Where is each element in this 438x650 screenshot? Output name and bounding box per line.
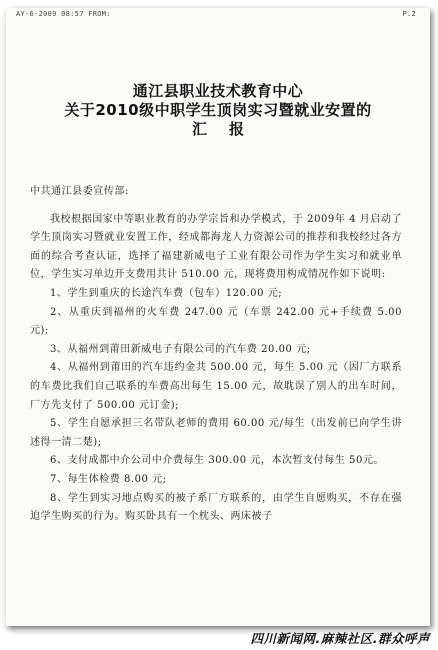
salutation: 中共通江县委宣传部: [30,186,129,197]
paragraph-item-6: 6、支付成都中介公司中介费每生 300.00 元，本次暂支付每生 50元。 [50,455,384,467]
paragraph-item-5: 5、学生自愿承担三名带队老师的费用 60.00 元/每生（出发前已向学生讲述得一清二楚); [30,418,402,448]
footer-caption: 四川新闻网.麻辣社区.群众呼声 [250,631,430,646]
fax-header-left: AY-6-2009 08:57 FROM: [16,10,111,18]
paragraph-item-2: 2、从重庆到福州的火车费 247.00 元（车票 242.00 元+手续费 5.00 元); [30,306,402,337]
title-line-3: 汇报 [191,120,266,138]
paragraph-item-3: 3、从福州到莆田新威电子有限公司的汽车费 20.00 元; [50,343,311,355]
document-body [30,183,402,527]
paragraph-intro: 我校根据国家中等职业教育的办学宗旨和办学模式，于 2009年 4 月启动了学生顶岗实习暨就业安置工作，经成都海龙人力资源公司的推荐和我校经过各方面的综合考查认证，选择了福建新威电子工业有限公司作为学生实习和就业单位，学生实习单边开支费用共计 510.00 元，现将费用构成情况作如下说明: [30,213,402,281]
paragraph-item-8: 8、学生到实习地点购买的被子系厂方联系的，由学生自愿购买，不存在强迫学生购买的行为。购买卧具有一个枕头、两床被子 [30,492,402,523]
fax-header-page-number: P.2 [402,10,416,18]
fax-header [16,10,416,18]
document-title [6,82,430,139]
title-line-1: 通江县职业技术教育中心 [132,82,304,100]
scanned-document-page [6,8,430,626]
paragraph-item-7: 7、每生体检费 8.00 元; [50,473,167,485]
paragraph-item-4: 4、从福州到莆田的汽车违约金共 500.00 元，每生 5.00 元（因厂方联系的车费比我们自己联系的车费高出每生 15.00 元，故耽误了别人的出车时间，厂方先支付了 500.00 元订金); [30,362,402,411]
title-line-2: 关于2010级中职学生顶岗实习暨就业安置的 [64,101,372,119]
paragraph-item-1: 1、学生到重庆的长途汽车费（包车）120.00 元; [50,287,283,299]
